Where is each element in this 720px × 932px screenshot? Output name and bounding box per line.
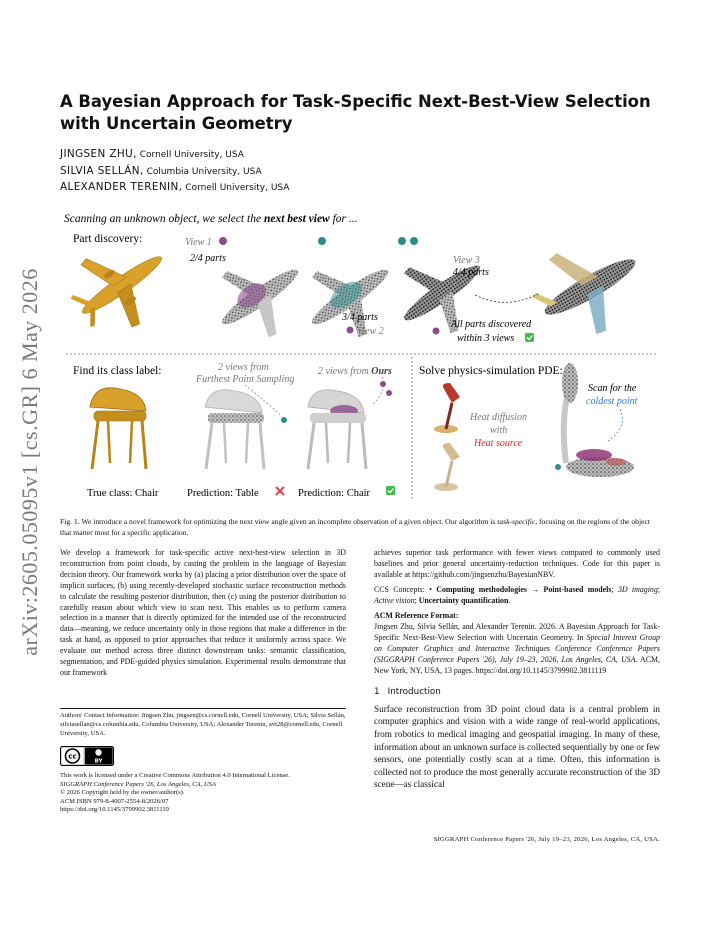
arxiv-watermark: arXiv:2605.05095v1 [cs.GR] 6 May 2026 [17, 268, 42, 656]
check-icon [525, 333, 534, 342]
coldest-arrow [608, 409, 622, 441]
ours-label: 2 views from Ours [318, 366, 392, 377]
class-label-heading: Find its class label: [73, 365, 162, 377]
camera-icon [555, 464, 561, 470]
camera-icon [410, 237, 418, 245]
section-heading: 1 Introduction [374, 686, 441, 697]
heat-line2: with [490, 425, 508, 436]
license-copyright: © 2026 Copyright held by the owner/author(s). [60, 789, 185, 797]
svg-text:BY: BY [94, 758, 103, 765]
ccs-concepts: CCS Concepts: • Computing methodologies → Point-based models; 3D imaging; Active vision; Uncertainty quantification. [374, 584, 660, 605]
arrow-to-complete [475, 293, 540, 302]
lamp-scan [562, 363, 634, 477]
chair-fps [205, 390, 264, 469]
camera-view2-icon [347, 327, 354, 334]
coldest-point-label: coldest point [586, 396, 638, 407]
teaser-figure [60, 207, 660, 505]
camera-icon [281, 417, 287, 423]
author-3: ALEXANDER TERENIN, Cornell University, USA [60, 181, 290, 194]
heat-source-label: Heat source [474, 438, 523, 449]
fps-line2: Furthest Point Sampling [196, 374, 295, 385]
license-line: This work is licensed under a Creative Commons Attribution 4.0 International License. [60, 772, 290, 779]
camera-icon [433, 328, 440, 335]
camera-icon [318, 237, 326, 245]
cc-by-badge [60, 746, 114, 766]
right-column [374, 548, 660, 795]
license-isbn: ACM ISBN 979-8-4007-2554-8/2026/07 [60, 797, 169, 805]
pde-heading: Solve physics-simulation PDE: [419, 365, 563, 377]
chair-ours [308, 390, 366, 469]
pred-table-label: Prediction: Table [187, 488, 259, 499]
view2-label: View 2 [357, 326, 384, 337]
footnote-rule [60, 708, 346, 709]
acm-reference: Jingsen Zhu, Silvia Sellán, and Alexander Terenin. 2026. A Bayesian Approach for Task-Specific Next-Best-View Selection with Uncertain Geometry. In Special Interest Group on Computer Graphics and Interactive Techniques Conference Conference Papers (SIGGRAPH Conference Papers '26), July 19–23, 2026, Los Angeles, CA, USA. ACM, New York, NY, USA, 13 pages. https://doi.org/10.1145/3799902.3811119 [374, 622, 660, 676]
all-found-line2: within 3 views [457, 333, 515, 344]
parts-2-4-label: 2/4 parts [190, 253, 226, 264]
airplane-view2 [289, 238, 410, 356]
lamp-gray [434, 443, 460, 491]
heat-line1: Heat diffusion [470, 412, 527, 423]
license-venue: SIGGRAPH Conference Papers '26, Los Angeles, CA, USA [60, 780, 216, 788]
acm-ref-heading: ACM Reference Format: [374, 610, 459, 620]
parts-4-4-label: 4/4 parts [453, 267, 489, 278]
airplane-complete [519, 221, 658, 354]
lamp-heat [434, 383, 460, 433]
camera-icon [380, 381, 386, 387]
intro-paragraph: Surface reconstruction from 3D point cloud data is a central problem in computer graphics and vision with a wide range of real-world applications, from robotics to medical imaging and geospatial imaging. In many of these, information about an unknown surface is collected sequentially by one or few sensors, one potentially costly scan at a time. Often, this information is collected not to produce the most generally accurate reconstruction of the 3D scene—as classical [374, 703, 661, 790]
license-doi: https://doi.org/10.1145/3799902.3811119 [60, 806, 169, 814]
running-footer: SIGGRAPH Conference Papers '26, July 19–23, 2026, Los Angeles, CA, USA. [433, 836, 660, 843]
author-list [60, 147, 560, 197]
camera-view1-icon [219, 237, 227, 245]
cross-icon [276, 487, 284, 495]
part-discovery-label: Part discovery: [73, 233, 143, 245]
left-column [60, 548, 346, 683]
scan-line1: Scan for the [588, 383, 637, 394]
license-block [60, 772, 346, 815]
true-class-label: True class: Chair [87, 488, 159, 499]
abstract-continued: achieves superior task performance with fewer views compared to commonly used baselines and prior general uncertainty-reduction techniques. Code for this paper is available at https://github.com/jingsenzhu/BayesianNBV. [374, 548, 660, 579]
figure-caption: Fig. 1. We introduce a novel framework for optimizing the next view angle given an incomplete observation of a given object. Our algorithm is task-specific, focusing on the regions of the object that matter most for a specific application. [60, 517, 650, 537]
pred-chair-label: Prediction: Chair [298, 488, 371, 499]
ours-arrow [372, 377, 383, 405]
chair-gold [90, 388, 146, 469]
by-person-icon [95, 749, 101, 755]
view3-label: View 3 [453, 255, 480, 266]
check-icon [386, 486, 395, 495]
svg-text:cc: cc [68, 752, 77, 761]
camera-icon [386, 390, 392, 396]
author-2: SILVIA SELLÁN, Columbia University, USA [60, 164, 262, 177]
all-found-line1: All parts discovered [451, 319, 532, 330]
author-contact-footnote: Authors' Contact Information: Jingsen Zhu, jingsen@cs.cornell.edu, Cornell University, USA; Silvia Sellán, silviasellan@cs.columbia.edu, Columbia University, USA; Alexander Terenin, avt28@cornell.edu, Cornell University, USA. [60, 712, 346, 737]
camera-icon [398, 237, 406, 245]
view1-label: View 1 [185, 237, 212, 248]
parts-3-4-label: 3/4 parts [342, 312, 378, 323]
fps-line1: 2 views from [218, 362, 269, 373]
teaser-headline: Scanning an unknown object, we select the next best view for ... [64, 213, 358, 225]
paper-title: A Bayesian Approach for Task-Specific Next-Best-View Selection with Uncertain Geometry [60, 92, 651, 133]
abstract: We develop a framework for task-specific active next-best-view selection in 3D reconstruction from point clouds, by casting the problem in the language of Bayesian decision theory. Our framework works by (a) placing a prior distribution over the space of implicit surfaces, (b) using recently-developed stochastic surface reconstruction methods to calculate the resulting posterior distribution, then (c) using the posterior distribution to carefully reason about which view to scan next. This enables us to perform camera selection in a manner that is directly optimized for the intended use of the reconstructed data—meaning, we reduce uncertainty only in those regions that make a difference in the task at hand, as opposed to prior approaches that reduce it uniformly across space. We evaluate our method across three distinct downstream tasks: semantic classification, segmentation, and PDE-guided physics simulation. Experimental results demonstrate that our framework [60, 548, 346, 677]
author-1: JINGSEN ZHU, Cornell University, USA [60, 148, 244, 160]
